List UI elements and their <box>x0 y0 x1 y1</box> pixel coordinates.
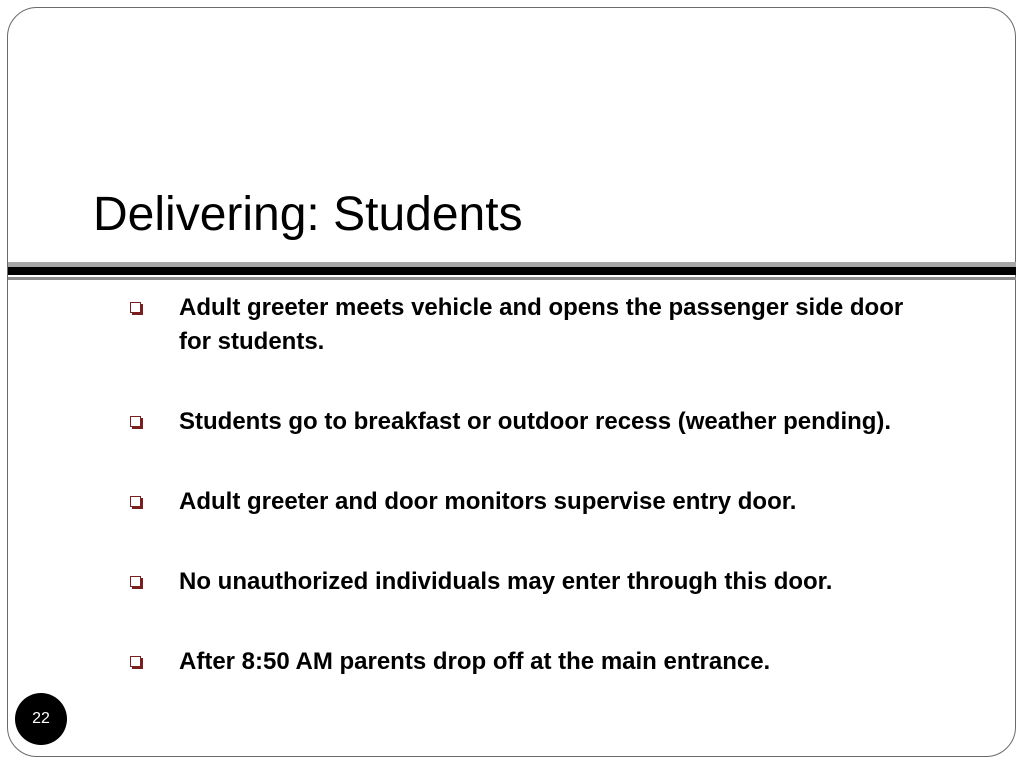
page-number-badge: 22 <box>15 693 67 745</box>
hollow-square-bullet-icon <box>130 656 141 667</box>
slide-title: Delivering: Students <box>93 188 523 241</box>
bullet-item <box>127 565 927 599</box>
hollow-square-bullet-icon <box>130 576 141 587</box>
bullet-item <box>127 291 927 359</box>
bullet-item <box>127 645 927 679</box>
hollow-square-bullet-icon <box>130 302 141 313</box>
bullet-text: No unauthorized individuals may enter through this door. <box>179 568 833 595</box>
bullet-item <box>127 405 927 439</box>
bullet-text: Students go to breakfast or outdoor recess (weather pending). <box>179 408 892 435</box>
bullet-item <box>127 485 927 519</box>
bullet-text: After 8:50 AM parents drop off at the main entrance. <box>179 648 771 675</box>
title-rule-lower <box>8 277 1016 280</box>
bullet-list <box>127 291 927 679</box>
hollow-square-bullet-icon <box>130 496 141 507</box>
bullet-text: Adult greeter meets vehicle and opens the passenger side door for students. <box>179 294 904 355</box>
bullet-text: Adult greeter and door monitors supervise entry door. <box>179 488 797 515</box>
hollow-square-bullet-icon <box>130 416 141 427</box>
title-rule-main <box>8 267 1016 275</box>
